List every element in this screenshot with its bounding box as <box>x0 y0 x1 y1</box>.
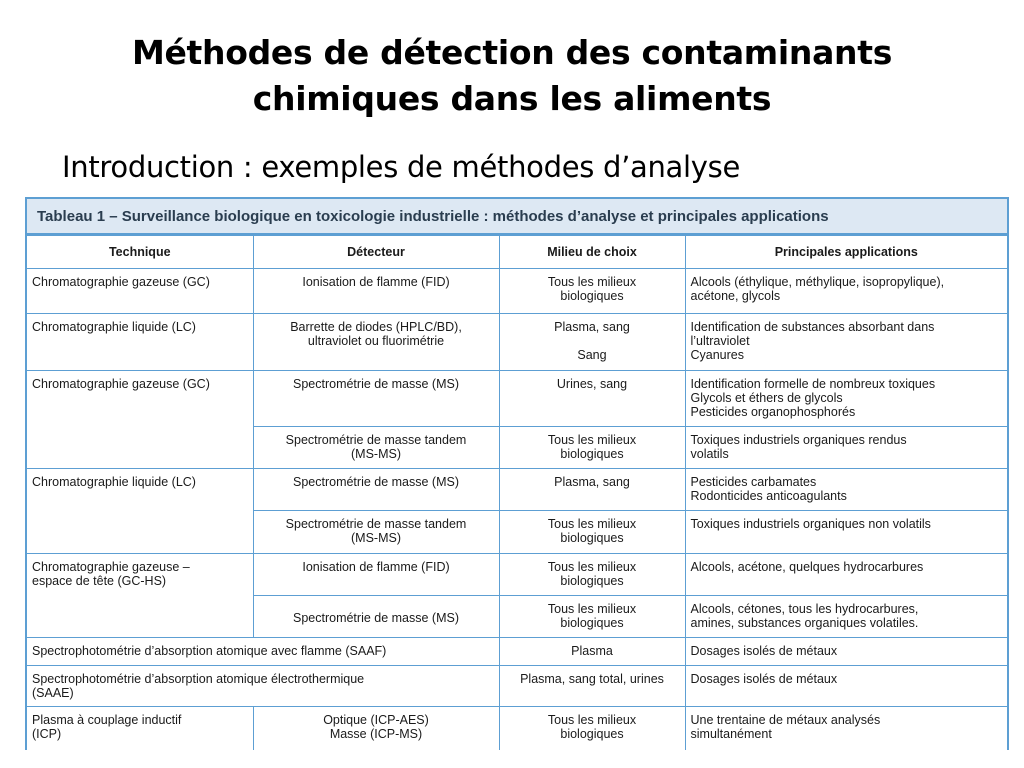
table-row <box>27 469 1007 511</box>
cell-text: biologiques <box>560 289 624 303</box>
cell-applications <box>685 469 1007 511</box>
cell-technique <box>27 269 253 314</box>
cell-milieu <box>499 269 685 314</box>
cell-text: Tous les milieux <box>547 560 637 574</box>
cell-text: volatils <box>690 447 729 461</box>
cell-applications <box>685 596 1007 638</box>
cell-text: Tous les milieux <box>547 275 637 289</box>
table-row <box>27 707 1007 751</box>
cell-text: Chromatographie liquide (LC) <box>32 475 196 489</box>
cell-text: l’ultraviolet <box>690 334 750 348</box>
cell-text: Chromatographie gazeuse (GC) <box>32 275 210 289</box>
cell-text: (ICP) <box>32 727 62 741</box>
cell-text: Alcools (éthylique, méthylique, isopropylique), <box>690 275 945 289</box>
cell-text: Plasma, sang <box>554 320 630 334</box>
cell-milieu <box>499 596 685 638</box>
cell-text: Plasma, sang <box>554 475 630 489</box>
cell-milieu <box>499 314 685 371</box>
table-row <box>27 666 1007 707</box>
title-line-2: chimiques dans les aliments <box>252 79 772 118</box>
header-detecteur: Détecteur <box>253 236 499 269</box>
methods-grid <box>27 235 1007 750</box>
cell-milieu <box>499 707 685 751</box>
cell-text: amines, substances organiques volatiles. <box>690 616 919 630</box>
cell-detecteur <box>253 469 499 511</box>
cell-text: biologiques <box>560 574 624 588</box>
cell-text: Spectrophotométrie d’absorption atomique électrothermique <box>32 672 365 686</box>
cell-text: Chromatographie gazeuse (GC) <box>32 377 210 391</box>
cell-text: biologiques <box>560 447 624 461</box>
table-row <box>27 269 1007 314</box>
cell-text: Ionisation de flamme (FID) <box>302 275 450 289</box>
cell-applications <box>685 427 1007 469</box>
cell-text: Chromatographie liquide (LC) <box>32 320 196 334</box>
cell-milieu <box>499 666 685 707</box>
cell-text: Urines, sang <box>556 377 628 391</box>
cell-applications <box>685 314 1007 371</box>
cell-text: Toxiques industriels organiques non volatils <box>690 517 931 531</box>
cell-applications <box>685 554 1007 596</box>
cell-text: Rodonticides anticoagulants <box>690 489 847 503</box>
cell-milieu <box>499 469 685 511</box>
cell-text: Cyanures <box>690 348 744 362</box>
cell-detecteur <box>253 314 499 371</box>
cell-text: biologiques <box>560 531 624 545</box>
cell-text: Pesticides organophosphorés <box>690 405 856 419</box>
cell-text: simultanément <box>690 727 772 741</box>
cell-text: Spectrophotométrie d’absorption atomique avec flamme (SAAF) <box>32 644 387 658</box>
cell-milieu <box>499 638 685 666</box>
cell-text: Toxiques industriels organiques rendus <box>690 433 907 447</box>
cell-text: Sang <box>577 348 607 362</box>
cell-text: acétone, glycols <box>690 289 781 303</box>
cell-text: (SAAE) <box>32 686 74 700</box>
cell-text: Spectrométrie de masse tandem <box>285 517 467 531</box>
table-row <box>27 554 1007 596</box>
cell-applications <box>685 371 1007 427</box>
cell-text: Dosages isolés de métaux <box>690 672 838 686</box>
cell-text: Tous les milieux <box>547 602 637 616</box>
cell-technique <box>27 469 253 554</box>
cell-text: Tous les milieux <box>547 713 637 727</box>
cell-text: Dosages isolés de métaux <box>690 644 838 658</box>
table-row <box>27 638 1007 666</box>
header-technique: Technique <box>27 236 253 269</box>
cell-detecteur <box>253 511 499 554</box>
cell-applications <box>685 511 1007 554</box>
cell-detecteur <box>253 269 499 314</box>
cell-text: Masse (ICP-MS) <box>329 727 423 741</box>
cell-spacer <box>505 334 680 348</box>
cell-text: Tous les milieux <box>547 433 637 447</box>
cell-detecteur <box>253 554 499 596</box>
cell-text: Spectrométrie de masse (MS) <box>292 377 460 391</box>
cell-technique <box>27 554 253 638</box>
cell-applications <box>685 707 1007 751</box>
cell-text: Pesticides carbamates <box>690 475 817 489</box>
cell-text: Spectrométrie de masse tandem <box>285 433 467 447</box>
cell-text: ultraviolet ou fluorimétrie <box>307 334 445 348</box>
cell-milieu <box>499 511 685 554</box>
cell-applications <box>685 638 1007 666</box>
cell-applications <box>685 269 1007 314</box>
cell-text: Alcools, acétone, quelques hydrocarbures <box>690 560 924 574</box>
title-line-1: Méthodes de détection des contaminants <box>131 33 893 72</box>
slide-subtitle: Introduction : exemples de méthodes d’analyse <box>62 150 740 184</box>
cell-text: Glycols et éthers de glycols <box>690 391 843 405</box>
cell-text: Chromatographie gazeuse – <box>32 560 190 574</box>
cell-text: Une trentaine de métaux analysés <box>690 713 881 727</box>
cell-milieu <box>499 554 685 596</box>
cell-text: Ionisation de flamme (FID) <box>302 560 450 574</box>
cell-text: Identification formelle de nombreux toxiques <box>690 377 936 391</box>
cell-text: Optique (ICP-AES) <box>323 713 429 727</box>
cell-text: Barrette de diodes (HPLC/BD), <box>290 320 462 334</box>
cell-technique <box>27 638 499 666</box>
cell-text: biologiques <box>560 616 624 630</box>
methods-table <box>25 197 1009 750</box>
cell-technique <box>27 707 253 751</box>
table-caption: Tableau 1 – Surveillance biologique en toxicologie industrielle : méthodes d’analyse et principales applications <box>27 199 1007 235</box>
cell-text: Spectrométrie de masse (MS) <box>292 475 460 489</box>
cell-text: Alcools, cétones, tous les hydrocarbures, <box>690 602 919 616</box>
table-row <box>27 314 1007 371</box>
cell-text: Plasma, sang total, urines <box>520 672 664 686</box>
cell-applications <box>685 666 1007 707</box>
slide-title <box>60 30 964 122</box>
cell-detecteur <box>253 596 499 638</box>
cell-detecteur <box>253 427 499 469</box>
cell-technique <box>27 314 253 371</box>
cell-milieu <box>499 371 685 427</box>
cell-text: Identification de substances absorbant dans <box>690 320 935 334</box>
cell-text: Tous les milieux <box>547 517 637 531</box>
cell-text: Plasma à couplage inductif <box>32 713 182 727</box>
cell-text: (MS-MS) <box>351 531 401 545</box>
table-header-row <box>27 236 1007 269</box>
cell-text: Plasma <box>571 644 613 658</box>
cell-technique <box>27 371 253 469</box>
cell-text: Spectrométrie de masse (MS) <box>292 610 460 625</box>
cell-text: (MS-MS) <box>351 447 401 461</box>
cell-milieu <box>499 427 685 469</box>
cell-technique <box>27 666 499 707</box>
header-applications: Principales applications <box>685 236 1007 269</box>
cell-detecteur <box>253 371 499 427</box>
cell-detecteur <box>253 707 499 751</box>
table-row <box>27 371 1007 427</box>
header-milieu: Milieu de choix <box>499 236 685 269</box>
cell-text: espace de tête (GC-HS) <box>32 574 167 588</box>
cell-text: biologiques <box>560 727 624 741</box>
